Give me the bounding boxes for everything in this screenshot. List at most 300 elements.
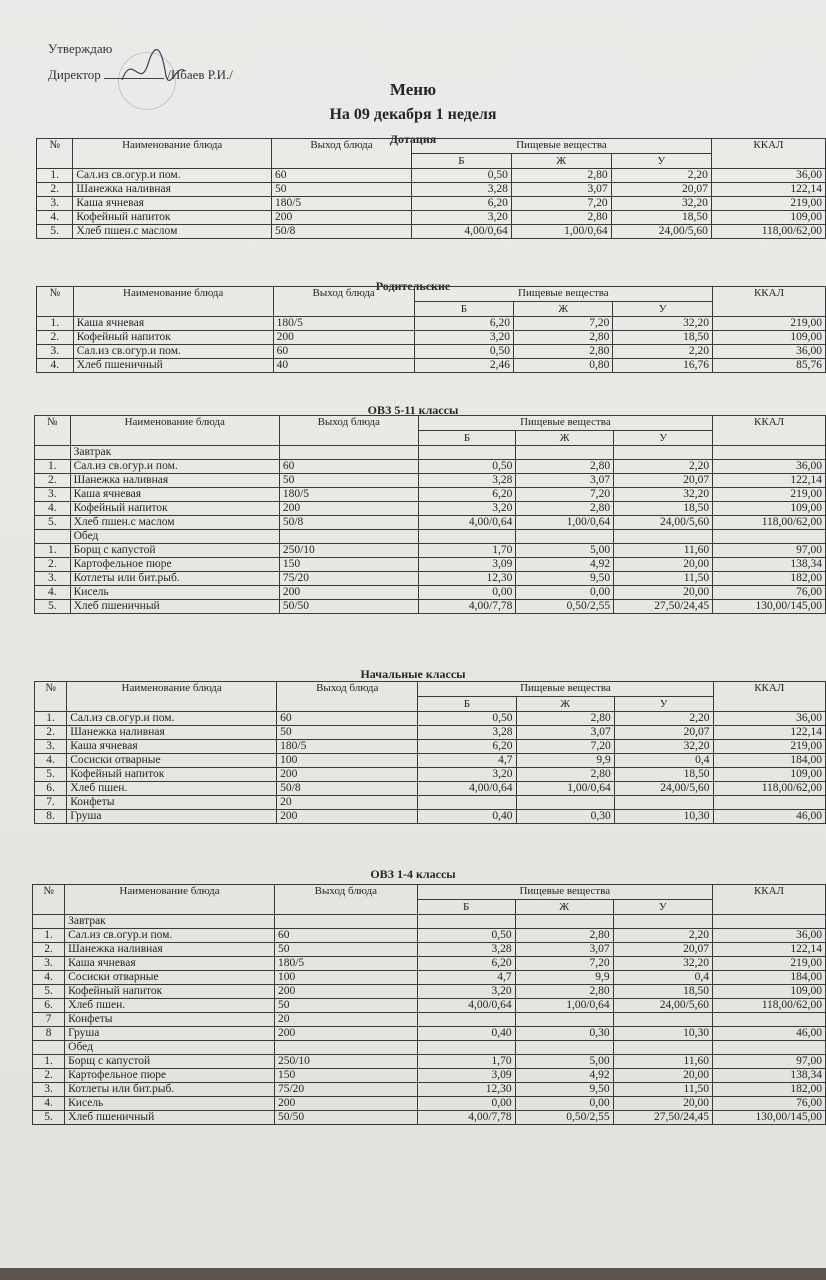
dish-name: Котлеты или бит.рыб. (65, 1083, 275, 1097)
col-carbs-header: У (611, 154, 711, 169)
protein-value: 3,28 (418, 474, 516, 488)
table-row (33, 1097, 826, 1111)
fat-value: 7,20 (516, 740, 614, 754)
table-row (33, 929, 826, 943)
col-dish-header: Наименование блюда (73, 139, 272, 169)
fat-value: 3,07 (516, 726, 614, 740)
dish-output: 50 (279, 474, 418, 488)
fat-value: 0,00 (516, 586, 614, 600)
row-number (33, 1041, 65, 1055)
col-fat-header: Ж (516, 431, 614, 446)
row-number: 1. (35, 712, 67, 726)
dish-output: 250/10 (274, 1055, 417, 1069)
table-row (35, 516, 826, 530)
protein-value: 0,50 (417, 929, 515, 943)
kcal-value (712, 915, 825, 929)
protein-value: 4,00/7,78 (418, 600, 516, 614)
protein-value: 0,50 (418, 712, 516, 726)
kcal-value: 118,00/62,00 (713, 782, 826, 796)
col-nutrients-header: Пищевые вещества (418, 682, 713, 697)
table-row (35, 796, 826, 810)
director-name: /Ибаев Р.И./ (167, 67, 233, 82)
col-nutrients-header: Пищевые вещества (417, 885, 712, 900)
col-number-header: № (35, 682, 67, 712)
section-title: Родительские (375, 279, 451, 293)
col-kcal-header: ККАЛ (711, 139, 825, 169)
protein-value: 4,7 (418, 754, 516, 768)
row-number: 6. (33, 999, 65, 1013)
kcal-value: 118,00/62,00 (711, 225, 825, 239)
col-number-header: № (37, 287, 74, 317)
col-dish-header: Наименование блюда (73, 287, 273, 317)
table-row (33, 1111, 826, 1125)
carbs-value: 10,30 (613, 1027, 712, 1041)
dish-output: 150 (274, 1069, 417, 1083)
protein-value: 1,70 (418, 544, 516, 558)
menu-table (34, 681, 826, 824)
dish-name: Картофельное пюре (70, 558, 279, 572)
dish-name: Завтрак (65, 915, 275, 929)
dish-name: Кисель (70, 586, 279, 600)
protein-value: 3,28 (418, 726, 516, 740)
fat-value: 7,20 (511, 197, 611, 211)
fat-value: 2,80 (516, 768, 614, 782)
dish-name: Обед (65, 1041, 275, 1055)
protein-value (417, 1013, 515, 1027)
table-row (33, 985, 826, 999)
col-kcal-header: ККАЛ (713, 682, 826, 712)
protein-value: 6,20 (414, 317, 513, 331)
col-dish-header: Наименование блюда (65, 885, 275, 915)
protein-value: 3,20 (412, 211, 512, 225)
protein-value: 0,50 (418, 460, 516, 474)
kcal-value: 182,00 (713, 572, 826, 586)
carbs-value (613, 1041, 712, 1055)
section-title: ОВЗ 5-11 классы (367, 403, 459, 417)
protein-value: 4,00/0,64 (418, 782, 516, 796)
row-number: 3. (33, 957, 65, 971)
kcal-value (713, 796, 826, 810)
protein-value: 1,70 (417, 1055, 515, 1069)
carbs-value: 0,4 (614, 754, 713, 768)
col-dish-header: Наименование блюда (70, 416, 279, 446)
dish-name: Шанежка наливная (65, 943, 275, 957)
carbs-value: 18,50 (613, 331, 713, 345)
row-number: 2. (33, 1069, 65, 1083)
protein-value: 3,20 (414, 331, 513, 345)
fat-value: 7,20 (516, 488, 614, 502)
fat-value: 2,80 (514, 345, 613, 359)
director-label: Директор (48, 67, 101, 82)
dish-output: 50 (277, 726, 418, 740)
table-row (37, 225, 826, 239)
dish-output: 200 (277, 768, 418, 782)
table-row (35, 712, 826, 726)
protein-value (418, 446, 516, 460)
dish-output: 180/5 (274, 957, 417, 971)
kcal-value: 118,00/62,00 (712, 999, 825, 1013)
table-row (35, 782, 826, 796)
protein-value (418, 796, 516, 810)
carbs-value (613, 915, 712, 929)
dish-name: Картофельное пюре (65, 1069, 275, 1083)
kcal-value: 219,00 (713, 488, 826, 502)
dish-output: 60 (271, 169, 411, 183)
fat-value (515, 915, 613, 929)
fat-value: 5,00 (515, 1055, 613, 1069)
kcal-value: 97,00 (712, 1055, 825, 1069)
col-output-header: Выход блюда (274, 885, 417, 915)
row-number (33, 915, 65, 929)
table-row (33, 1069, 826, 1083)
kcal-value: 46,00 (712, 1027, 825, 1041)
row-number: 2. (37, 183, 73, 197)
dish-output: 180/5 (279, 488, 418, 502)
dish-name: Каша ячневая (67, 740, 277, 754)
row-number: 5. (35, 768, 67, 782)
dish-name: Груша (67, 810, 277, 824)
table-row (33, 957, 826, 971)
protein-value: 3,09 (418, 558, 516, 572)
kcal-value: 138,34 (712, 1069, 825, 1083)
dish-name: Шанежка наливная (67, 726, 277, 740)
kcal-value: 184,00 (712, 971, 825, 985)
col-dish-header: Наименование блюда (67, 682, 277, 712)
row-number: 4. (33, 1097, 65, 1111)
fat-value: 1,00/0,64 (516, 782, 614, 796)
dish-name: Сал.из св.огур.и пом. (73, 169, 272, 183)
table-row (35, 544, 826, 558)
dish-output: 200 (273, 331, 414, 345)
carbs-value: 24,00/5,60 (614, 782, 713, 796)
col-nutrients-header: Пищевые вещества (418, 416, 713, 431)
table-row (35, 460, 826, 474)
row-number: 2. (35, 474, 71, 488)
dish-output (279, 446, 418, 460)
kcal-value: 36,00 (712, 929, 825, 943)
fat-value: 2,80 (511, 211, 611, 225)
protein-value: 0,00 (418, 586, 516, 600)
kcal-value: 219,00 (711, 197, 825, 211)
protein-value: 3,28 (412, 183, 512, 197)
carbs-value: 32,20 (611, 197, 711, 211)
kcal-value: 138,34 (713, 558, 826, 572)
fat-value: 3,07 (511, 183, 611, 197)
carbs-value: 20,00 (613, 1069, 712, 1083)
dish-output: 150 (279, 558, 418, 572)
fat-value: 9,9 (515, 971, 613, 985)
row-number: 3. (35, 740, 67, 754)
table-row (37, 183, 826, 197)
protein-value: 3,20 (417, 985, 515, 999)
kcal-value: 122,14 (711, 183, 825, 197)
fat-value: 1,00/0,64 (515, 999, 613, 1013)
dish-name: Шанежка наливная (70, 474, 279, 488)
carbs-value: 32,20 (614, 740, 713, 754)
dish-name: Сал.из св.огур.и пом. (73, 345, 273, 359)
dish-name: Кофейный напиток (65, 985, 275, 999)
fat-value: 3,07 (515, 943, 613, 957)
dish-output: 200 (271, 211, 411, 225)
carbs-value (614, 530, 713, 544)
dish-name: Каша ячневая (65, 957, 275, 971)
fat-value: 0,00 (515, 1097, 613, 1111)
kcal-value: 122,14 (713, 474, 826, 488)
fat-value: 4,92 (515, 1069, 613, 1083)
row-number: 2. (33, 943, 65, 957)
row-number: 5. (35, 600, 71, 614)
dish-output: 250/10 (279, 544, 418, 558)
fat-value (516, 796, 614, 810)
kcal-value (713, 446, 826, 460)
table-row (37, 317, 826, 331)
dish-output: 50/50 (274, 1111, 417, 1125)
carbs-value: 32,20 (613, 957, 712, 971)
row-number: 4. (33, 971, 65, 985)
fat-value: 2,80 (516, 460, 614, 474)
dish-output: 180/5 (277, 740, 418, 754)
col-kcal-header: ККАЛ (713, 287, 826, 317)
col-nutrients-header: Пищевые вещества (414, 287, 712, 302)
dish-output: 100 (277, 754, 418, 768)
fat-value (515, 1041, 613, 1055)
page-title: Меню (389, 80, 437, 99)
carbs-value: 20,07 (614, 474, 713, 488)
col-protein-header: Б (417, 900, 515, 915)
fat-value: 2,80 (515, 985, 613, 999)
fat-value: 5,00 (516, 544, 614, 558)
dish-name: Сал.из св.огур.и пом. (65, 929, 275, 943)
dish-output: 200 (274, 1097, 417, 1111)
carbs-value: 32,20 (613, 317, 713, 331)
carbs-value: 11,50 (613, 1083, 712, 1097)
menu-table (32, 884, 826, 1125)
page-subtitle: На 09 декабря 1 неделя (329, 106, 497, 123)
fat-value: 2,80 (514, 331, 613, 345)
dish-output: 60 (274, 929, 417, 943)
dish-output: 200 (279, 502, 418, 516)
row-number: 2. (35, 558, 71, 572)
dish-output: 60 (279, 460, 418, 474)
protein-value: 4,00/0,64 (412, 225, 512, 239)
dish-name: Сал.из св.огур.и пом. (67, 712, 277, 726)
col-fat-header: Ж (516, 697, 614, 712)
kcal-value: 184,00 (713, 754, 826, 768)
fat-value: 1,00/0,64 (516, 516, 614, 530)
carbs-value: 24,00/5,60 (614, 516, 713, 530)
row-number: 5. (35, 516, 71, 530)
table-row (37, 197, 826, 211)
dish-output: 75/20 (274, 1083, 417, 1097)
kcal-value: 219,00 (712, 957, 825, 971)
carbs-value (614, 446, 713, 460)
carbs-value (613, 1013, 712, 1027)
kcal-value: 97,00 (713, 544, 826, 558)
table-row (33, 1055, 826, 1069)
row-number: 3. (37, 345, 74, 359)
carbs-value: 24,00/5,60 (611, 225, 711, 239)
protein-value: 0,40 (417, 1027, 515, 1041)
dish-output (279, 530, 418, 544)
kcal-value: 130,00/145,00 (713, 600, 826, 614)
table-row (35, 474, 826, 488)
kcal-value: 36,00 (713, 712, 826, 726)
protein-value: 6,20 (417, 957, 515, 971)
dish-output (274, 1041, 417, 1055)
row-number: 2. (37, 331, 74, 345)
fat-value: 1,00/0,64 (511, 225, 611, 239)
kcal-value: 182,00 (712, 1083, 825, 1097)
fat-value: 9,50 (515, 1083, 613, 1097)
fat-value (516, 530, 614, 544)
col-kcal-header: ККАЛ (713, 416, 826, 446)
dish-name: Конфеты (65, 1013, 275, 1027)
dish-name: Конфеты (67, 796, 277, 810)
col-number-header: № (37, 139, 73, 169)
col-number-header: № (35, 416, 71, 446)
dish-name: Борщ с капустой (70, 544, 279, 558)
row-number: 1. (33, 929, 65, 943)
dish-name: Каша ячневая (70, 488, 279, 502)
protein-value: 12,30 (418, 572, 516, 586)
carbs-value (614, 796, 713, 810)
row-number: 3. (35, 572, 71, 586)
carbs-value: 20,07 (613, 943, 712, 957)
row-number: 1. (35, 544, 71, 558)
dish-name: Обед (70, 530, 279, 544)
table-row (35, 586, 826, 600)
dish-output: 60 (273, 345, 414, 359)
kcal-value: 76,00 (713, 586, 826, 600)
dish-name: Хлеб пшеничный (65, 1111, 275, 1125)
table-row (37, 211, 826, 225)
dish-output: 60 (277, 712, 418, 726)
carbs-value: 2,20 (614, 460, 713, 474)
row-number: 6. (35, 782, 67, 796)
row-number: 2. (35, 726, 67, 740)
table-row (33, 971, 826, 985)
table-row (37, 359, 826, 373)
dish-output: 50 (274, 999, 417, 1013)
table-row (33, 915, 826, 929)
table-row (37, 331, 826, 345)
row-number: 1. (37, 317, 74, 331)
carbs-value: 11,60 (613, 1055, 712, 1069)
protein-value: 0,50 (414, 345, 513, 359)
fat-value (516, 446, 614, 460)
carbs-value: 11,50 (614, 572, 713, 586)
table-row (33, 999, 826, 1013)
fat-value: 2,80 (515, 929, 613, 943)
carbs-value: 18,50 (614, 768, 713, 782)
dish-name: Хлеб пшен. (65, 999, 275, 1013)
dish-name: Груша (65, 1027, 275, 1041)
kcal-value: 46,00 (713, 810, 826, 824)
fat-value: 7,20 (514, 317, 613, 331)
col-output-header: Выход блюда (279, 416, 418, 446)
kcal-value: 130,00/145,00 (712, 1111, 825, 1125)
row-number: 1. (33, 1055, 65, 1069)
dish-output: 200 (274, 1027, 417, 1041)
table-row (33, 1083, 826, 1097)
protein-value: 4,00/7,78 (417, 1111, 515, 1125)
row-number (35, 530, 71, 544)
table-row (35, 572, 826, 586)
row-number: 5. (33, 1111, 65, 1125)
protein-value (417, 1041, 515, 1055)
kcal-value: 122,14 (712, 943, 825, 957)
col-protein-header: Б (418, 431, 516, 446)
dish-name: Сал.из св.огур.и пом. (70, 460, 279, 474)
carbs-value: 0,4 (613, 971, 712, 985)
carbs-value: 18,50 (613, 985, 712, 999)
fat-value: 9,9 (516, 754, 614, 768)
dish-name: Кофейный напиток (73, 331, 273, 345)
protein-value (417, 915, 515, 929)
kcal-value: 109,00 (713, 502, 826, 516)
carbs-value: 2,20 (613, 345, 713, 359)
col-fat-header: Ж (515, 900, 613, 915)
dish-output: 100 (274, 971, 417, 985)
fat-value: 7,20 (515, 957, 613, 971)
menu-table (36, 138, 826, 239)
protein-value: 6,20 (412, 197, 512, 211)
fat-value: 0,50/2,55 (516, 600, 614, 614)
dish-output: 50/8 (277, 782, 418, 796)
dish-name: Кофейный напиток (70, 502, 279, 516)
carbs-value: 27,50/24,45 (613, 1111, 712, 1125)
row-number: 4. (37, 211, 73, 225)
fat-value: 0,30 (516, 810, 614, 824)
table-row (35, 558, 826, 572)
protein-value: 0,00 (417, 1097, 515, 1111)
dish-output: 200 (277, 810, 418, 824)
protein-value: 4,00/0,64 (417, 999, 515, 1013)
dish-name: Кисель (65, 1097, 275, 1111)
dish-output: 180/5 (273, 317, 414, 331)
dish-output: 200 (279, 586, 418, 600)
carbs-value: 24,00/5,60 (613, 999, 712, 1013)
dish-name: Каша ячневая (73, 197, 272, 211)
fat-value: 4,92 (516, 558, 614, 572)
row-number: 5. (33, 985, 65, 999)
kcal-value (712, 1041, 825, 1055)
table-row (35, 726, 826, 740)
col-kcal-header: ККАЛ (712, 885, 825, 915)
col-fat-header: Ж (514, 302, 613, 317)
fat-value (515, 1013, 613, 1027)
protein-value: 0,50 (412, 169, 512, 183)
col-output-header: Выход блюда (271, 139, 411, 169)
protein-value: 6,20 (418, 488, 516, 502)
kcal-value: 109,00 (711, 211, 825, 225)
kcal-value: 219,00 (713, 317, 826, 331)
protein-value: 6,20 (418, 740, 516, 754)
fat-value: 9,50 (516, 572, 614, 586)
col-protein-header: Б (414, 302, 513, 317)
dish-name: Котлеты или бит.рыб. (70, 572, 279, 586)
dish-output: 50/50 (279, 600, 418, 614)
col-output-header: Выход блюда (277, 682, 418, 712)
dish-output: 40 (273, 359, 414, 373)
section-title: Дотация (389, 132, 437, 146)
protein-value: 2,46 (414, 359, 513, 373)
dish-output: 50/8 (271, 225, 411, 239)
protein-value: 0,40 (418, 810, 516, 824)
carbs-value: 27,50/24,45 (614, 600, 713, 614)
protein-value: 3,20 (418, 502, 516, 516)
dish-name: Кофейный напиток (67, 768, 277, 782)
